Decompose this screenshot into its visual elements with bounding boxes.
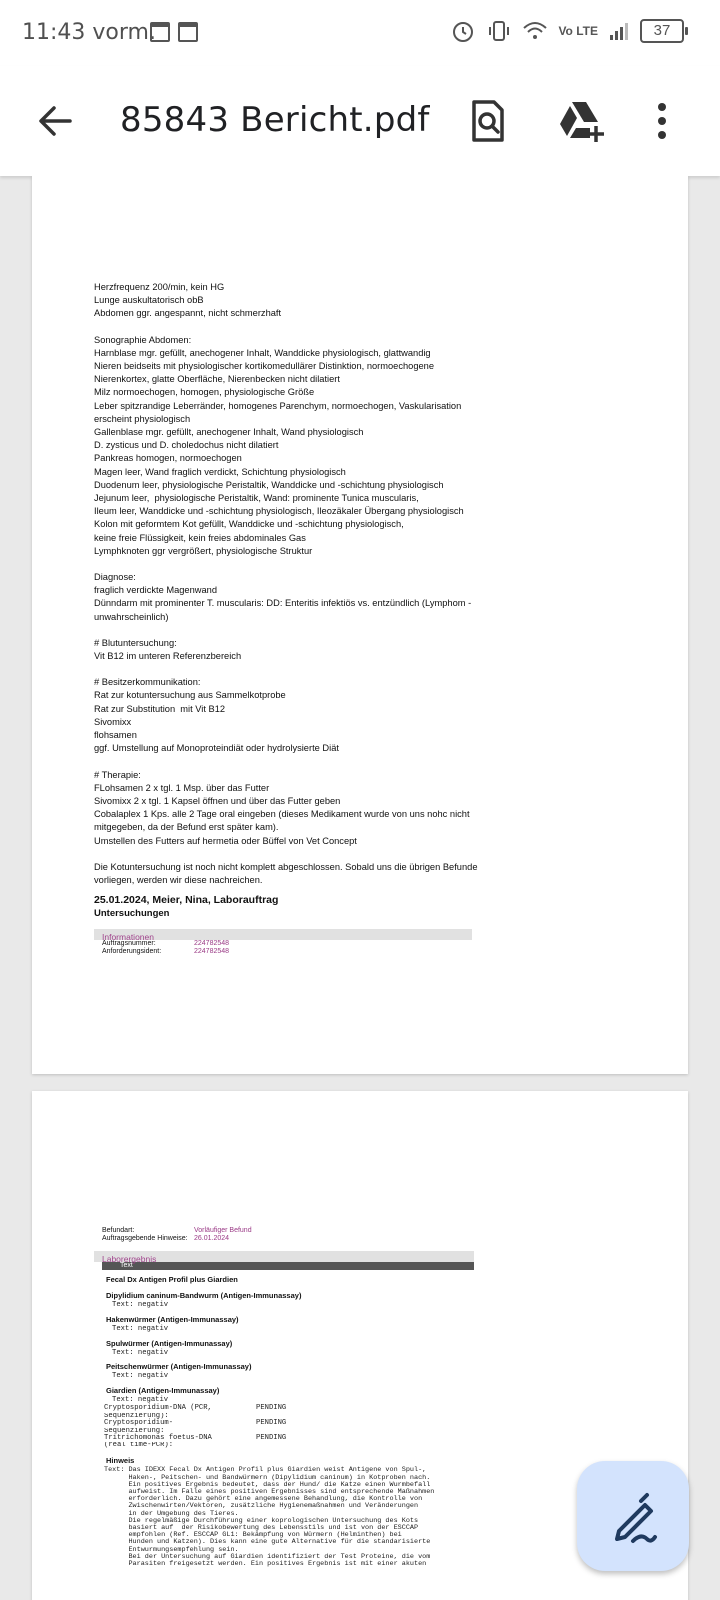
section-title: Hakenwürmer (Antigen-Immunassay) <box>106 1314 239 1324</box>
text-line: Duodenum leer, physiologische Peristaltik, Wanddicke und -schichtung physiologisch <box>94 479 444 490</box>
app-bar <box>0 66 720 176</box>
pending-test-cont: Sequenzierung): <box>104 1412 169 1420</box>
text-line: Text: Das IDEXX Fecal Dx Antigen Profil plus Giardien weist Antigene von Spul-, <box>104 1466 427 1475</box>
blood-test-block <box>94 637 534 663</box>
info-key: Auftragsgebende Hinweise: <box>102 1235 188 1242</box>
text-line: Parasiten freigesetzt werden. Ein positives Ergebnis ist mit einer akuten <box>104 1560 427 1569</box>
search-document-icon <box>462 96 512 146</box>
network-label: Vo LTE <box>558 23 598 38</box>
pending-row <box>94 1420 474 1428</box>
result-line: Text: negativ <box>112 1324 169 1333</box>
text-line: Cobalaplex 1 Kps. alle 2 Tage oral eingeben (dieses Medikament wurde von uns nohc nicht <box>94 809 470 820</box>
text-line: Kolon mit geformtem Kot gefüllt, Wanddicke und -schichtung physiologisch, <box>94 519 404 530</box>
info-row <box>94 948 534 956</box>
drive-add-icon <box>556 96 608 146</box>
text-line: unwahrscheinlich) <box>94 611 169 622</box>
text-line: Abdomen ggr. angespannt, nicht schmerzhaft <box>94 308 282 319</box>
text-line: in der Umgebung des Tieres. <box>104 1509 239 1518</box>
text-line: D. zysticus und D. choledochus nicht dilatiert <box>94 440 279 451</box>
text-line: Ileum leer, Wanddicke und -schichtung physiologisch, Ileozäkaler Übergang physiologisch <box>94 506 464 517</box>
text-line: ggf. Umstellung auf Monoproteindiät oder hydrolysierte Diät <box>94 743 339 754</box>
signal-icon <box>608 20 630 42</box>
text-line: Die regelmäßige Durchführung einer koprologischen Untersuchung des Kots <box>104 1516 419 1525</box>
lab-result-label: Laborergebnis <box>102 1254 157 1264</box>
more-options-button[interactable] <box>640 96 690 146</box>
text-line: # Blutuntersuchung: <box>94 637 177 648</box>
text-line: Lunge auskultatorisch obB <box>94 295 204 306</box>
info-key: Anforderungsident: <box>102 948 162 956</box>
section-title: Peitschenwürmer (Antigen-Immunassay) <box>106 1362 252 1372</box>
text-line: Bei der Untersuchung auf Giardien identifiziert der Test Proteine, die vom <box>104 1552 431 1561</box>
exam-block <box>94 281 534 321</box>
pending-status: PENDING <box>256 1403 287 1412</box>
text-line: Entwurmungsempfehlung sein. <box>104 1545 239 1554</box>
text-line: Magen leer, Wand fraglich verdickt, Schichtung physiologisch <box>94 466 346 477</box>
text-line: # Therapie: <box>94 769 141 780</box>
report-text <box>94 281 534 956</box>
text-line: Haken-, Peitschen- und Bandwürmern (Dipylidium caninum) in Kotproben nach. <box>104 1473 431 1482</box>
back-button[interactable] <box>32 96 82 146</box>
text-line: Pankreas homogen, normoechogen <box>94 453 242 464</box>
battery-icon: 37 <box>640 19 684 43</box>
text-line: mitgegeben, da der Befund erst später kam). <box>94 822 279 833</box>
text-line: Sonographie Abdomen: <box>94 334 192 345</box>
sonography-block <box>94 334 534 558</box>
text-line: Lymphknoten ggr vergrößert, physiologische Struktur <box>94 545 313 556</box>
text-line: Nieren beidseits mit physiologischer kortikomedullärer Distinktion, normoechogene <box>94 361 435 372</box>
drive-add-button[interactable] <box>556 96 606 146</box>
text-line: fraglich verdickte Magenwand <box>94 585 217 596</box>
text-line: Milz normoechogen, homogen, physiologische Größe <box>94 387 315 398</box>
info-value: 224782548 <box>194 948 230 956</box>
text-line: keine freie Flüssigkeit, kein freies abdominales Gas <box>94 532 306 543</box>
text-line: Sivomixx 2 x tgl. 1 Kapsel öffnen und über das Futter geben <box>94 795 341 806</box>
text-line: vorliegen, werden wir diese nachreichen. <box>94 874 263 885</box>
result-line: Text: negativ <box>112 1372 169 1381</box>
hinweis-title: Hinweis <box>106 1456 135 1466</box>
pdf-viewer[interactable] <box>0 176 720 1600</box>
info-value: Vorläufiger Befund <box>194 1227 252 1234</box>
pdf-page-1 <box>32 176 688 1074</box>
text-line: basiert auf der Risikobewertung des Lebensstils und ist von der ESCCAP <box>104 1524 419 1532</box>
pending-test: Cryptosporidium- <box>104 1418 174 1427</box>
text-line: Ein positives Ergebnis bedeutet, dass der Hund/ die Katze einen Wurmbefall <box>104 1480 431 1489</box>
text-header-bar: Text <box>102 1262 474 1270</box>
diagnosis-block <box>94 571 534 624</box>
pending-row <box>94 1435 474 1443</box>
text-line: Die Kotuntersuchung ist noch nicht komplett abgeschlossen. Sobald uns die übrigen Befunde <box>94 861 478 872</box>
info-key: Auftragsnummer: <box>102 940 156 948</box>
info-key: Befundart: <box>102 1227 135 1234</box>
section-title: Fecal Dx Antigen Profil plus Giardien <box>106 1275 238 1284</box>
pending-test-cont: Sequenzierung: <box>104 1427 165 1435</box>
document-title: 85843 Bericht.pdf <box>120 100 430 140</box>
text-line: Nierenkortex, glatte Oberfläche, Nierenbecken nicht dilatiert <box>94 374 340 385</box>
therapy-block <box>94 769 534 848</box>
pending-list <box>94 1405 474 1449</box>
text-line: Vit B12 im unteren Referenzbereich <box>94 651 242 662</box>
pending-row <box>94 1405 474 1413</box>
hinweis-text <box>94 1467 474 1568</box>
text-line: erforderlich. Dazu gehört eine angemessene Behandlung, die Kontrolle von <box>104 1495 423 1504</box>
text-line: erscheint physiologisch <box>94 413 191 424</box>
vibrate-icon <box>486 18 512 44</box>
pending-test: Tritrichomonas foetus-DNA <box>104 1433 212 1442</box>
lab-results <box>94 1227 474 1568</box>
text-line: Zwischenwirten/Vektoren, zusätzliche Hygienemaßnahmen und Veränderungen <box>104 1502 419 1511</box>
examinations-heading: Untersuchungen <box>94 908 170 920</box>
text-line: Leber spitzrandige Leberränder, homogenes Parenchym, normoechogen, Vaskularisation <box>94 400 462 411</box>
info-bar-label: Informationen <box>102 932 154 943</box>
result-line: Text: negativ <box>112 1301 169 1309</box>
closing-block <box>94 861 534 887</box>
info-value: 224782548 <box>194 940 230 948</box>
text-line: # Besitzerkommunikation: <box>94 677 201 688</box>
section-title: Dipylidium caninum-Bandwurm (Antigen-Immunassay) <box>106 1291 302 1300</box>
calendar-icon <box>178 22 198 42</box>
back-arrow-icon <box>32 96 82 146</box>
section-title: Spulwürmer (Antigen-Immunassay) <box>106 1338 233 1348</box>
text-line: aufweist. Im Falle eines positiven Ergebnisses sind entsprechende Maßnahmen <box>104 1487 435 1496</box>
status-time: 11:43 vorm. <box>22 20 156 45</box>
lab-result-bar <box>94 1251 474 1262</box>
text-line: Harnblase mgr. gefüllt, anechogener Inhalt, Wanddicke physiologisch, glattwandig <box>94 347 431 358</box>
text-line: Herzfrequenz 200/min, kein HG <box>94 282 225 292</box>
pending-test: Cryptosporidium-DNA (PCR, <box>104 1403 212 1412</box>
more-vert-icon <box>640 96 684 146</box>
info-row <box>94 940 534 948</box>
text-line: Rat zur kotuntersuchung aus Sammelkotprobe <box>94 690 286 701</box>
pending-status: PENDING <box>256 1433 287 1442</box>
text-line: Diagnose: <box>94 572 136 583</box>
pending-test-cont: (real time-PCR): <box>104 1442 174 1450</box>
info-value: 26.01.2024 <box>194 1235 230 1242</box>
edit-pen-icon <box>577 1461 689 1571</box>
status-bar <box>0 0 720 66</box>
result-line: Text: negativ <box>112 1348 169 1357</box>
text-line: Hunden und Katzen). Dies kann eine gute Alternative für die standarisierte <box>104 1538 431 1547</box>
wifi-icon <box>522 18 548 44</box>
text-line: Gallenblase mgr. gefüllt, anechogener Inhalt, Wand physiologisch <box>94 427 364 438</box>
status-icons <box>450 18 684 44</box>
edit-fab-button[interactable] <box>577 1461 689 1571</box>
text-line: Dünndarm mit prominenter T. muscularis: DD: Enteritis infektiös vs. entzündlich (Lymphom - <box>94 598 472 609</box>
section-title: Giardien (Antigen-Immunassay) <box>106 1386 220 1396</box>
pending-status: PENDING <box>256 1418 287 1427</box>
text-line: Sivomixx <box>94 716 132 727</box>
info-row <box>94 1235 474 1243</box>
info-row <box>94 1227 474 1235</box>
search-document-button[interactable] <box>462 96 512 146</box>
text-line: Jejunum leer, physiologische Peristaltik, Wand: prominente Tunica muscularis, <box>94 493 419 504</box>
alarm-icon <box>450 18 476 44</box>
text-line: Umstellen des Futters auf hermetia oder Büffel von Vet Concept <box>94 835 357 846</box>
info-bar <box>94 929 472 943</box>
text-line: Rat zur Substitution mit Vit B12 <box>94 703 226 714</box>
text-line: empfohlen (Ref. ESCCAP GL1: Bekämpfung von Würmern (Helminthen) bei <box>104 1531 402 1540</box>
owner-communication-block <box>94 676 534 755</box>
text-line: FLohsamen 2 x tgl. 1 Msp. über das Futter <box>94 782 270 793</box>
lab-order-heading: 25.01.2024, Meier, Nina, Laborauftrag <box>94 894 279 907</box>
text-line: flohsamen <box>94 730 137 741</box>
result-line: Text: negativ <box>112 1396 169 1405</box>
calendar-icon <box>150 22 170 42</box>
